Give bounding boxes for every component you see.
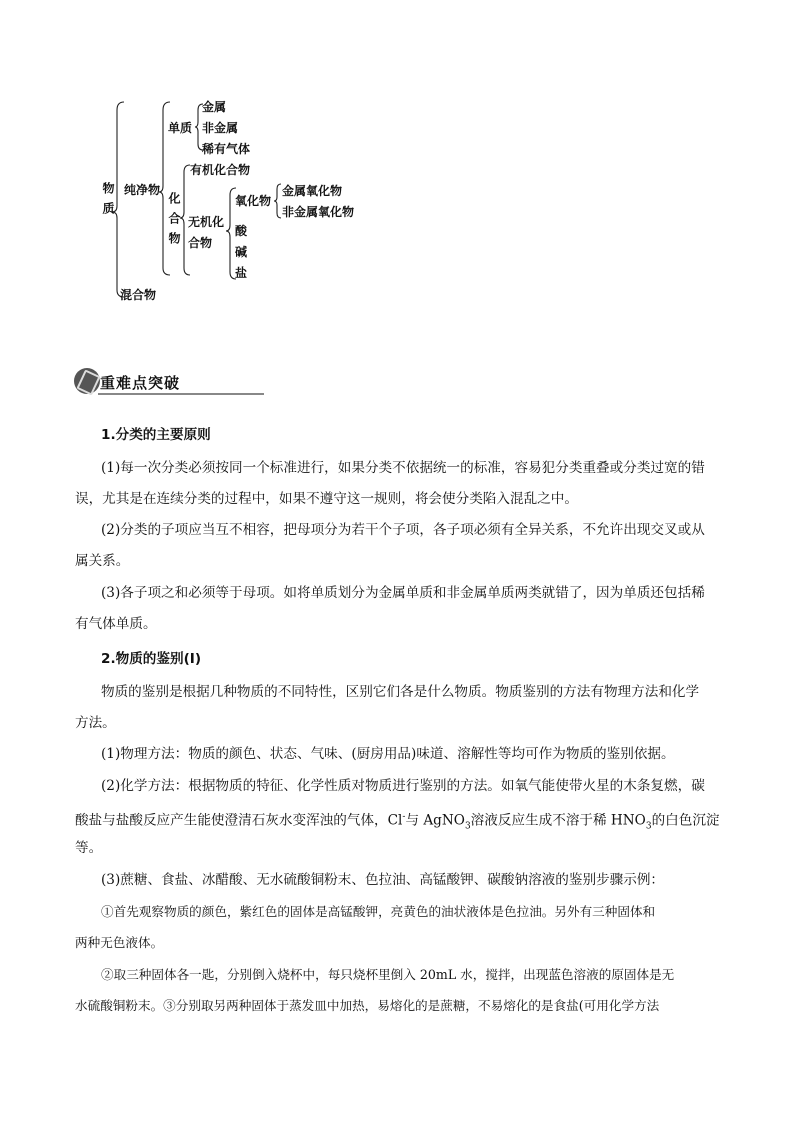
paragraph-line: 有气体单质。: [75, 616, 157, 632]
tree-node-compound: 化合物: [167, 192, 181, 252]
paragraph-line: (3)蔗糖、食盐、冰醋酸、无水硫酸铜粉末、色拉油、高锰酸钾、碳酸钠溶液的鉴别步骤示例：: [101, 872, 665, 888]
paragraph-line: (3)各子项之和必须等于母项。如将单质划分为金属单质和非金属单质两类就错了，因为单质还包括稀: [101, 585, 705, 601]
paragraph-line: (1)物理方法：物质的颜色、状态、气味、(厨房用品)味道、溶解性等均可作为物质的鉴别依据。: [101, 746, 675, 762]
paragraph-line: 等。: [75, 840, 103, 856]
tree-node-metal: 金属: [202, 100, 227, 114]
paragraph-line-with-formulas: [75, 809, 720, 834]
paragraph-line: 方法。: [75, 715, 116, 731]
banner-underline: [98, 393, 264, 395]
paragraph-line: 物质的鉴别是根据几种物质的不同特性，区别它们各是什么物质。物质鉴别的方法有物理方法和化学: [101, 684, 700, 700]
tree-node-pure-substance: 纯净物: [124, 183, 161, 197]
paragraph-line: ①首先观察物质的颜色，紫红色的固体是高锰酸钾，亮黄色的油状液体是色拉油。另外有三种固体和: [101, 904, 656, 919]
text-run: 溶液反应生成不溶于稀 HNO: [470, 812, 646, 829]
tree-node-nonmetal-oxide: 非金属氧化物: [282, 205, 355, 219]
banner-title: 重难点突破: [100, 374, 181, 392]
subscript: 3: [645, 821, 652, 832]
text-run: 酸盐与盐酸反应产生能使澄清石灰水变浑浊的气体，Cl: [75, 812, 403, 829]
tree-node-organic: 有机化合物: [190, 163, 251, 177]
tree-node-acid: 酸: [235, 224, 248, 238]
tree-node-oxide: 氧化物: [235, 194, 272, 208]
tree-node-inorganic-2: 合物: [188, 236, 213, 250]
paragraph-line: 属关系。: [75, 553, 130, 569]
classification-tree: [0, 0, 420, 320]
text-run: 与 AgNO: [405, 812, 465, 829]
tree-node-base: 碱: [235, 245, 248, 259]
tree-node-salt: 盐: [235, 266, 248, 280]
pencil-icon: [74, 368, 100, 394]
heading-classification-principles: 1.分类的主要原则: [101, 427, 211, 443]
paragraph-line: (1)每一次分类必须按同一个标准进行，如果分类不依据统一的标准，容易犯分类重叠或分类过宽的错: [101, 460, 705, 476]
tree-node-inorganic-1: 无机化: [188, 215, 225, 229]
paragraph-line: (2)分类的子项应当互不相容，把母项分为若干个子项，各子项必须有全异关系，不允许出现交叉或从: [101, 522, 705, 538]
tree-node-nonmetal: 非金属: [202, 121, 239, 135]
tree-node-matter: 物质: [101, 182, 115, 222]
paragraph-line: ②取三种固体各一匙，分别倒入烧杯中，每只烧杯里倒入 20mL 水，搅拌，出现蓝色溶液的原固体是无: [101, 967, 675, 982]
tree-node-metal-oxide: 金属氧化物: [282, 184, 343, 198]
heading-substance-identification: 2.物质的鉴别(I): [101, 651, 202, 667]
paragraph-line: 两种无色液体。: [75, 935, 164, 950]
tree-node-element: 单质: [168, 121, 193, 135]
tree-node-noble-gas: 稀有气体: [202, 142, 251, 156]
subscript: 3: [464, 821, 471, 832]
tree-braces: [0, 0, 420, 320]
paragraph-line: 误，尤其是在连续分类的过程中，如果不遵守这一规则，将会使分类陷入混乱之中。: [75, 491, 578, 507]
superscript: -: [402, 812, 406, 822]
paragraph-line: 水硫酸铜粉末。③分别取另两种固体于蒸发皿中加热，易熔化的是蔗糖，不易熔化的是食盐(可用化学方法: [75, 998, 660, 1013]
text-run: 的白色沉淀: [651, 812, 720, 829]
section-banner: [70, 364, 200, 398]
tree-node-mixture: 混合物: [120, 288, 157, 302]
paragraph-line: (2)化学方法：根据物质的特征、化学性质对物质进行鉴别的方法。如氧气能使带火星的木条复燃，碳: [101, 778, 705, 794]
